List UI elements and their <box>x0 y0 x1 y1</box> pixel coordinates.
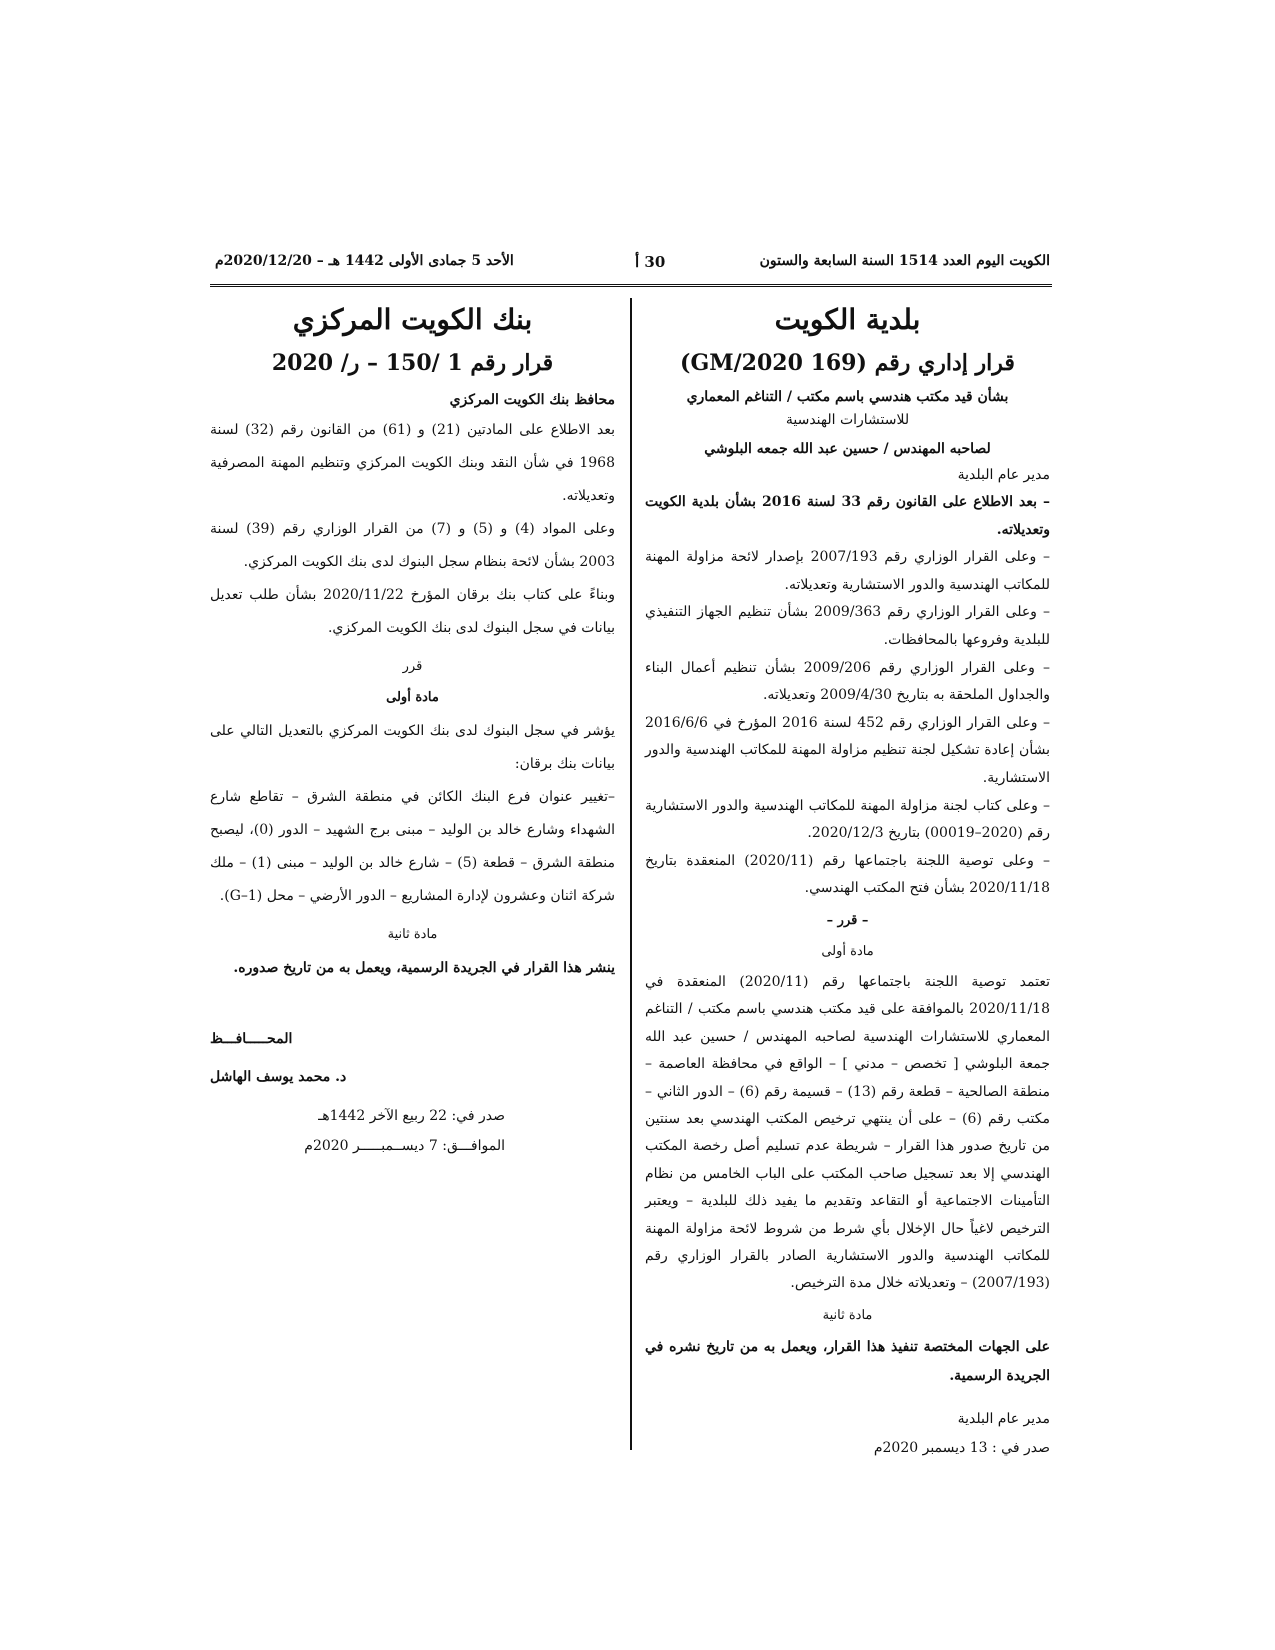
preamble-clause: – وعلى القرار الوزاري رقم 2007/193 بإصدار لائحة مزاولة المهنة للمكاتب الهندسية والدور الاستشارية وتعديلاته. <box>645 549 1050 593</box>
preamble-clause: – وعلى القرار الوزاري رقم 2009/206 بشأن تنظيم أعمال البناء والجداول الملحقة به بتاريخ 2009/4/30 وتعديلاته. <box>645 659 1051 704</box>
article-heading: مادة ثانية <box>387 927 438 942</box>
issued-date-hijri: صدر في: 22 ربيع الآخر 1442هـ <box>318 1108 505 1124</box>
preamble-clause: وبناءً على كتاب بنك برقان المؤرخ 2020/11/22 بشأن طلب تعديل بيانات في سجل البنوك لدى بنك الكويت المركزي. <box>210 587 615 636</box>
column-divider <box>630 298 632 1450</box>
article-body: –تغيير عنوان فرع البنك الكائن في منطقة الشرق – تقاطع شارع الشهداء وشارع خالد بن الوليد – مبنى برج الشهيد – الدور (0)، ليصبح منطقة الشرق – قطعة (5) – شارع خالد بن الوليد – مبنى (1) – ملك شركة اثنان وعشرون لإدارة المشاريع – الدور الأرضي – محل (G–1). <box>210 789 615 904</box>
preamble-clause: – وعلى كتاب لجنة مزاولة المهنة للمكاتب الهندسية والدور الاستشارية رقم (2020–00019) بتاريخ 2020/12/3. <box>645 797 1050 842</box>
article-heading: مادة ثانية <box>822 1307 873 1323</box>
issued-date: صدر في : 13 ديسمبر 2020م <box>873 1439 1050 1456</box>
article-body: ينشر هذا القرار في الجريدة الرسمية، ويعمل به من تاريخ صدوره. <box>233 960 615 976</box>
article-body: تعتمد توصية اللجنة باجتماعها رقم (2020/11) المنعقدة في 2020/11/18 بالموافقة على قيد مكتب هندسي باسم مكتب / التناغم المعماري للاستشارات الهندسية لصاحبه المهندس / حسين عبد الله جمعة البلوشي [ تخصص – مدني ] – الواقع في محافظة العاصمة – منطقة الصالحية – قطعة رقم (13) – قسيمة رقم (6) – الدور الثاني – مكتب رقم (6) – على أن ينتهي ترخيص المكتب الهندسي بعد سنتين من تاريخ صدور هذا القرار – شريطة عدم تسليم أصل رخصة المكتب الهندسي إلا بعد تسجيل صاحب المكتب على الباب الخامس من نظام التأمينات الاجتماعية أو التقاعد وتقديم ما يفيد ذلك للبلدية – ويعتبر الترخيص لاغياً حال الإخلال بأي شرط من شروط لائحة مزاولة المهنة للمكاتب الهندسية والدور الاستشارية الصادر بالقرار الوزاري رقم (2007/193) – وتعديلاته خلال مدة الترخيص. <box>645 973 1051 1292</box>
municipality-column <box>645 300 1050 1463</box>
article-body: يؤشر في سجل البنوك لدى بنك الكويت المركزي بالتعديل التالي على بيانات بنك برقان: <box>210 723 615 772</box>
preamble-clause: – وعلى القرار الوزاري رقم 2009/363 بشأن تنظيم الجهاز التنفيذي للبلدية وفروعها بالمحافظات. <box>645 604 1050 648</box>
page-header <box>215 253 1050 279</box>
decision-subject-line: للاستشارات الهندسية <box>785 412 910 428</box>
decision-number: قرار رقم 1 /150 – ر/ 2020 <box>271 350 554 376</box>
issuer-title: مدير عام البلدية <box>957 467 1050 483</box>
article-body: على الجهات المختصة تنفيذ هذا القرار، ويعمل به من تاريخ نشره في الجريدة الرسمية. <box>645 1338 1050 1384</box>
decision-subject-line: بشأن قيد مكتب هندسي باسم مكتب / التناغم المعماري <box>686 389 1009 405</box>
decided-heading: – قرر – <box>826 912 869 928</box>
section-title: بنك الكويت المركزي <box>292 303 533 336</box>
header-date: الأحد 5 جمادى الأولى 1442 هـ – 2020/12/20م <box>215 253 514 269</box>
issuer-title: محافظ بنك الكويت المركزي <box>449 392 615 408</box>
preamble-clause: – وعلى القرار الوزاري رقم 452 لسنة 2016 المؤرخ في 2016/6/6 بشأن إعادة تشكيل لجنة تنظيم مزاولة المهنة للمكاتب الهندسية والدور الاستشارية. <box>645 714 1050 786</box>
section-title: بلدية الكويت <box>774 303 921 336</box>
central-bank-column <box>210 300 615 1161</box>
decision-owner-line: لصاحبه المهندس / حسين عبد الله جمعه البلوشي <box>704 441 991 457</box>
preamble-clause: – بعد الاطلاع على القانون رقم 33 لسنة 2016 بشأن بلدية الكويت وتعديلاته. <box>645 494 1051 538</box>
issued-date-gregorian: الموافـــق: 7 ديســمبـــــر 2020م <box>304 1138 505 1154</box>
article-heading: مادة أولى <box>386 690 439 705</box>
preamble-clause: وعلى المواد (4) و (5) و (7) من القرار الوزاري رقم (39) لسنة 2003 بشأن لائحة بنظام سجل البنوك لدى بنك الكويت المركزي. <box>210 521 615 570</box>
header-page-number: 30 أ <box>635 253 666 271</box>
header-rule <box>210 284 1052 287</box>
header-issue-info: الكويت اليوم العدد 1514 السنة السابعة والستون <box>759 253 1050 269</box>
preamble-clause: بعد الاطلاع على المادتين (21) و (61) من القانون رقم (32) لسنة 1968 في شأن النقد وبنك الكويت المركزي وتنظيم المهنة المصرفية وتعديلاته. <box>210 422 615 504</box>
article-heading: مادة أولى <box>821 943 874 959</box>
signature-title: المحـــــافـــظ <box>210 1031 293 1047</box>
preamble-clause: – وعلى توصية اللجنة باجتماعها رقم (2020/11) المنعقدة بتاريخ 2020/11/18 بشأن فتح المكتب الهندسي. <box>645 852 1050 897</box>
signature-title: مدير عام البلدية <box>957 1410 1050 1427</box>
signature-name: د. محمد يوسف الهاشل <box>210 1069 347 1085</box>
decided-heading: قرر <box>402 659 423 674</box>
decision-number: قرار إداري رقم (169 2020/GM) <box>680 350 1015 376</box>
